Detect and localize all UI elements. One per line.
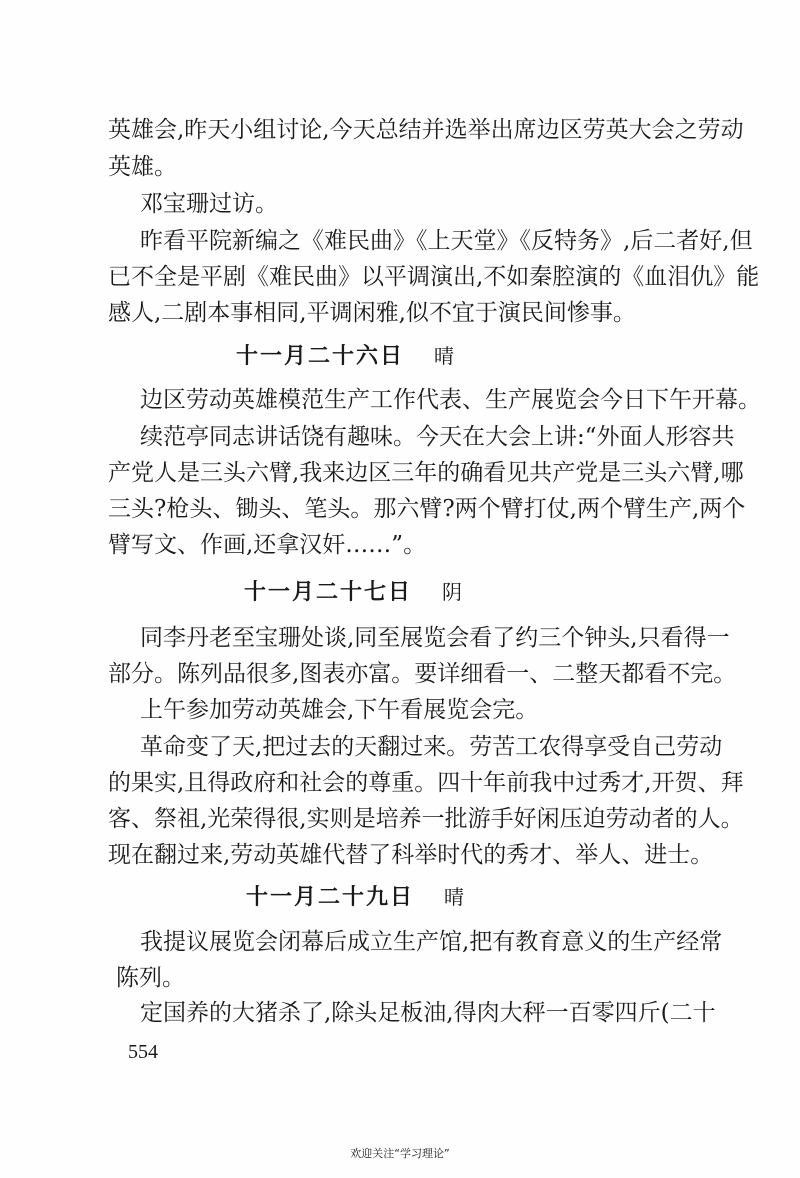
page-number: 554 [128, 1041, 158, 1063]
date-text: 十一月二十七日 [244, 580, 413, 605]
text-line: 产党人是三头六臂,我来边区三年的确看见共产党是三头六臂,哪 [108, 460, 744, 486]
text-line: 昨看平院新编之《难民曲》《上天堂》《反特务》,后二者好,但 [140, 228, 753, 254]
text-line: 陈列。 [116, 965, 185, 991]
weather-text: 晴 [444, 885, 465, 909]
text-line: 同李丹老至宝珊处谈,同至展览会看了约三个钟头,只看得一 [140, 625, 730, 651]
text-line: 英雄会,昨天小组讨论,今天总结并选举出席边区劳英大会之劳动 [108, 117, 744, 143]
text-line: 定国养的大猪杀了,除头足板油,得肉大秤一百零四斤(二十 [140, 1000, 716, 1026]
text-line: 三头?枪头、锄头、笔头。那六臂?两个臂打仗,两个臂生产,两个 [108, 496, 746, 522]
diary-date-heading [246, 882, 464, 913]
diary-date-heading [236, 341, 454, 372]
text-line: 感人,二剧本事相同,平调闲雅,似不宜于演民间惨事。 [108, 300, 636, 326]
text-line: 邓宝珊过访。 [140, 191, 278, 217]
text-line: 现在翻过来,劳动英雄代替了科举时代的秀才、举人、进士。 [108, 842, 714, 868]
text-line: 边区劳动英雄模范生产工作代表、生产展览会今日下午开幕。 [140, 387, 761, 413]
text-line: 已不全是平剧《难民曲》以平调演出,不如秦腔演的《血泪仇》能 [108, 264, 760, 290]
text-line: 的果实,且得政府和社会的尊重。四十年前我中过秀才,开贺、拜 [108, 770, 744, 796]
text-line: 英雄。 [108, 154, 177, 180]
text-line: 客、祭祖,光荣得很,实则是培养一批游手好闲压迫劳动者的人。 [108, 806, 744, 832]
footer-note: 欢迎关注“学习理论” [350, 1147, 450, 1160]
text-line: 续范亭同志讲话饶有趣味。今天在大会上讲:“外面人形容共 [140, 424, 735, 450]
text-line: 上午参加劳动英雄会,下午看展览会完。 [140, 697, 539, 723]
text-line: 部分。陈列品很多,图表亦富。要详细看一、二整天都看不完。 [108, 661, 737, 687]
diary-date-heading [244, 577, 462, 608]
date-text: 十一月二十九日 [246, 885, 415, 910]
text-line: 臂写文、作画,还拿汉奸……”。 [108, 532, 427, 558]
text-line: 我提议展览会闭幕后成立生产馆,把有教育意义的生产经常 [140, 929, 723, 955]
date-text: 十一月二十六日 [236, 344, 405, 369]
weather-text: 阴 [442, 580, 463, 604]
text-line: 革命变了天,把过去的天翻过来。劳苦工农得享受自己劳动 [140, 734, 723, 760]
weather-text: 晴 [434, 344, 455, 368]
